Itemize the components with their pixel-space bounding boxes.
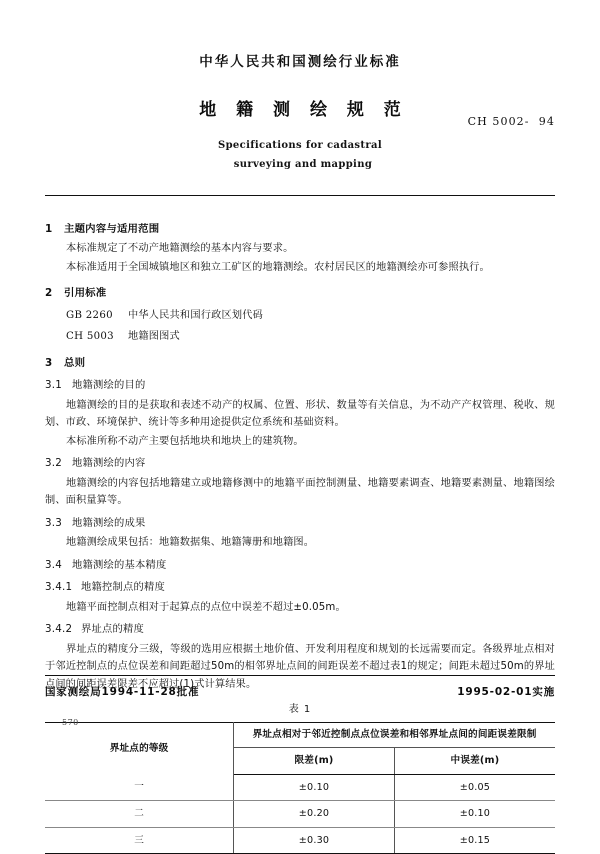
clause-3-3-number: 3.3 (45, 515, 67, 533)
clause-3-1-title: 地籍测绘的目的 (67, 379, 145, 391)
cell-mse: ±0.10 (394, 801, 555, 828)
clause-1-paragraph-1: 本标准规定了不动产地籍测绘的基本内容与要求。 (45, 240, 555, 258)
reference-standard-item (45, 328, 555, 346)
footer-row (45, 676, 555, 699)
table-row (45, 774, 555, 801)
page-number: 570 (45, 718, 555, 727)
cell-grade: 三 (45, 827, 234, 854)
clause-3-4-2-paragraph-1: 界址点的精度分三级，等级的选用应根据土地价值、开发利用程度和规划的长远需要而定。各级界址点相对于邻近控制点的点位误差和间距超过50m的相邻界址点间的间距误差不超过表1的规定；间距未超过50m的界址点间的间距误差限差不应超过(1)式计算结果。 (45, 641, 555, 694)
clause-heading-3-1 (45, 377, 555, 395)
cell-mse: ±0.05 (394, 774, 555, 801)
table-row (45, 827, 555, 854)
table-row (45, 801, 555, 828)
clause-heading-3-3 (45, 515, 555, 533)
masthead (0, 0, 600, 174)
clause-3-number: 3 (45, 355, 60, 373)
document-title-english (0, 136, 600, 174)
reference-code: GB 2260 (66, 307, 128, 325)
cell-limit: ±0.30 (234, 827, 395, 854)
table-1-caption: 表 1 (45, 701, 555, 719)
clause-heading-3-2 (45, 455, 555, 473)
standard-number: CH 5002- 94 (468, 115, 555, 128)
clause-heading-3 (45, 355, 555, 373)
reference-code: CH 5003 (66, 328, 128, 346)
cell-grade: 一 (45, 774, 234, 801)
table-header-limit: 限差(m) (234, 748, 395, 775)
clause-3-4-2-title: 界址点的精度 (76, 623, 144, 635)
clause-3-4-1-number: 3.4.1 (45, 579, 76, 597)
cell-grade: 二 (45, 801, 234, 828)
document-body (45, 196, 555, 854)
clause-1-paragraph-2: 本标准适用于全国城镇地区和独立工矿区的地籍测绘。农村居民区的地籍测绘亦可参照执行。 (45, 259, 555, 277)
effective-date-statement: 1995-02-01实施 (457, 684, 555, 699)
clause-heading-3-4-2 (45, 621, 555, 639)
title-english-line-2: surveying and mapping (0, 155, 600, 174)
clause-heading-3-4 (45, 557, 555, 575)
title-row (0, 101, 600, 123)
accuracy-table (45, 722, 555, 854)
cell-limit: ±0.20 (234, 801, 395, 828)
clause-heading-1 (45, 221, 555, 239)
approval-statement: 国家测绘局1994-11-28批准 (45, 684, 199, 699)
clause-3-2-number: 3.2 (45, 455, 67, 473)
clause-3-1-number: 3.1 (45, 377, 67, 395)
clause-heading-2 (45, 285, 555, 303)
issuing-authority-heading: 中华人民共和国测绘行业标准 (0, 56, 600, 70)
document-title-chinese: 地 籍 测 绘 规 范 (0, 101, 600, 120)
table-header-span: 界址点相对于邻近控制点点位误差和相邻界址点间的间距误差限制 (234, 722, 555, 748)
cell-limit: ±0.10 (234, 774, 395, 801)
clause-3-4-2-number: 3.4.2 (45, 621, 76, 639)
clause-3-3-title: 地籍测绘的成果 (67, 517, 145, 529)
clause-3-4-1-title: 地籍控制点的精度 (76, 581, 165, 593)
clause-3-1-paragraph-1: 地籍测绘的目的是获取和表述不动产的权属、位置、形状、数量等有关信息，为不动产产权管理、税收、规划、市政、环境保护、统计等多种用途提供定位系统和基础资料。 (45, 397, 555, 432)
clause-3-2-paragraph-1: 地籍测绘的内容包括地籍建立或地籍修测中的地籍平面控制测量、地籍要素调查、地籍要素测量、地籍图绘制、面积量算等。 (45, 475, 555, 510)
table-header-grade: 界址点的等级 (45, 722, 234, 774)
clause-3-4-number: 3.4 (45, 557, 67, 575)
page-footer (45, 675, 555, 727)
clause-2-number: 2 (45, 285, 60, 303)
reference-name: 地籍图图式 (128, 331, 180, 342)
table-header-mse: 中误差(m) (394, 748, 555, 775)
clause-2-title: 引用标准 (60, 287, 106, 299)
clause-3-title: 总则 (60, 357, 85, 369)
clause-3-2-title: 地籍测绘的内容 (67, 457, 145, 469)
cell-mse: ±0.15 (394, 827, 555, 854)
clause-3-4-title: 地籍测绘的基本精度 (67, 559, 166, 571)
clause-1-number: 1 (45, 221, 60, 239)
clause-3-4-1-paragraph-1: 地籍平面控制点相对于起算点的点位中误差不超过±0.05m。 (45, 599, 555, 617)
clause-1-title: 主题内容与适用范围 (60, 223, 159, 235)
reference-name: 中华人民共和国行政区划代码 (128, 310, 263, 321)
clause-3-3-paragraph-1: 地籍测绘成果包括：地籍数据集、地籍簿册和地籍图。 (45, 534, 555, 552)
title-english-line-1: Specifications for cadastral (0, 136, 600, 155)
reference-standard-item (45, 307, 555, 325)
clause-heading-3-4-1 (45, 579, 555, 597)
clause-3-1-paragraph-2: 本标准所称不动产主要包括地块和地块上的建筑物。 (45, 433, 555, 451)
